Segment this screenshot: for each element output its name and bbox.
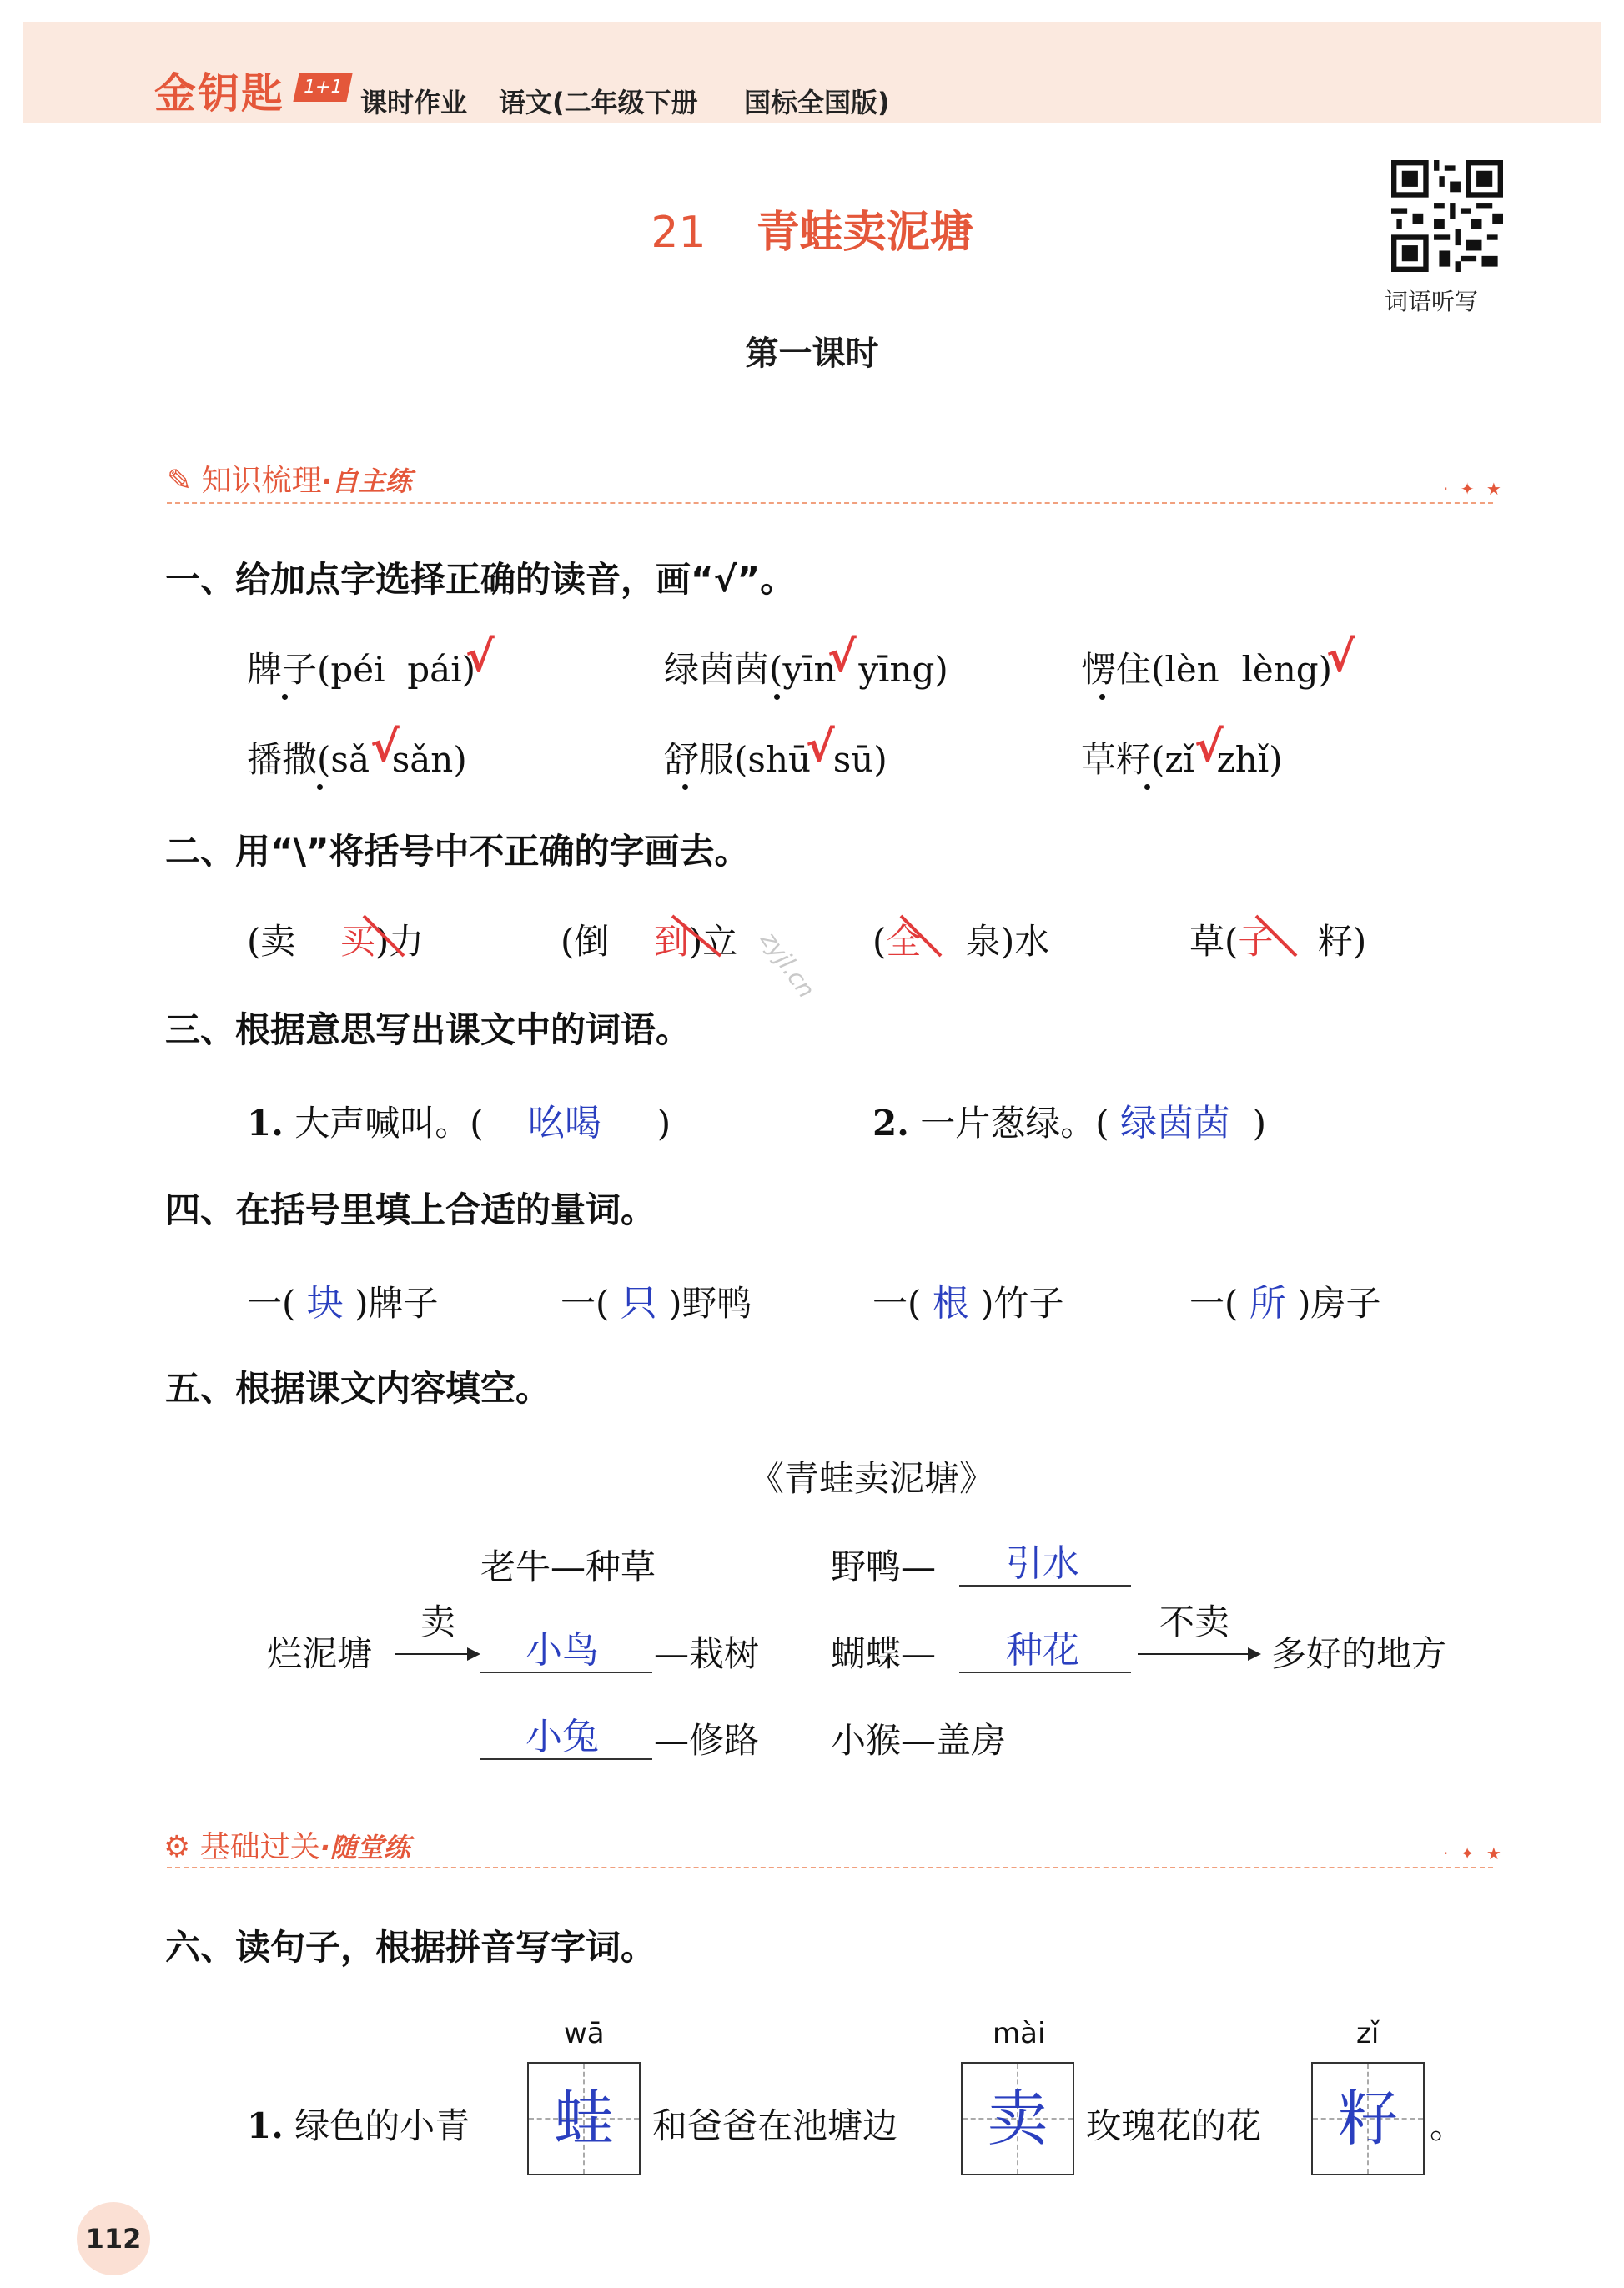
banner-divider (167, 502, 1493, 504)
q5-right-2-answer: 种花 (1006, 1629, 1079, 1672)
q1-item-4: 播撒(sǎ sǎn) (247, 739, 467, 780)
q1-item-2: 绿茵茵(yīn yīng) (664, 649, 948, 690)
answer-text: 吆喝 (528, 1102, 602, 1144)
writing-box-char: 蛙 (553, 2084, 614, 2154)
banner-basic-sub: ·随堂练 (319, 1832, 410, 1863)
q2-prompt: 二、用“\”将括号中不正确的字画去。 (165, 831, 750, 872)
writing-box-1 (527, 2062, 641, 2175)
banner-knowledge-label: 知识梳理 (201, 464, 322, 498)
q6-seg1: 1. 绿色的小青 (247, 2105, 470, 2146)
strike-mark (667, 911, 726, 961)
q5-right-1-pre: 野鸭— (831, 1546, 937, 1587)
q5-prompt: 五、根据课文内容填空。 (165, 1368, 551, 1409)
q6-seg3: 玫瑰花的花 (1086, 2105, 1262, 2146)
arrow-head-icon (467, 1647, 480, 1661)
q2-item-2: (倒 到)立 (561, 921, 738, 962)
q3-item-2: 2. 一片葱绿。( 绿茵茵 ) (872, 1102, 1267, 1144)
q4-item-1: 一( 块 )牌子 (247, 1282, 439, 1325)
stars-icon: · ✦ ★ (1443, 1843, 1505, 1863)
writing-box-char: 卖 (987, 2084, 1048, 2154)
q2-item-3: (全 泉)水 (872, 921, 1050, 962)
banner-divider (167, 1867, 1493, 1868)
q6-prompt: 六、读句子，根据拼音写字词。 (165, 1927, 656, 1968)
q5-start: 烂泥塘 (267, 1633, 373, 1674)
brand-logo: 金钥匙 (154, 69, 284, 118)
q3-prompt: 三、根据意思写出课文中的词语。 (165, 1009, 691, 1050)
emphasis-dot (1144, 784, 1150, 790)
q5-right-3: 小猴—盖房 (831, 1720, 1007, 1761)
emphasis-dot (774, 694, 780, 700)
q2-item-4: 草(子 籽) (1189, 921, 1367, 962)
check-mark-4: √ (370, 722, 400, 772)
q5-end: 多好的地方 (1271, 1633, 1447, 1674)
q4-item-4: 一( 所 )房子 (1189, 1282, 1381, 1325)
strike-mark (896, 911, 946, 961)
banner-knowledge (167, 457, 412, 500)
lesson-title (0, 197, 1624, 259)
struck-char: 子 (1238, 921, 1274, 962)
q6-end: 。 (1430, 2105, 1466, 2146)
emphasis-dot (282, 694, 288, 700)
pinyin-2: mài (993, 2017, 1046, 2050)
page-number: 112 (77, 2202, 150, 2275)
writing-box-3 (1311, 2062, 1425, 2175)
check-mark-3: √ (1326, 632, 1355, 682)
header-subject: 语文(二年级下册 (499, 87, 698, 118)
brand-tag: 1+1 (293, 73, 352, 102)
qr-code-icon[interactable] (1391, 160, 1503, 272)
check-mark-1: √ (465, 632, 495, 682)
emphasis-dot (1099, 694, 1105, 700)
q5-left-3-post: —修路 (654, 1720, 760, 1761)
check-mark-6: √ (1194, 722, 1224, 772)
arrow-line (1138, 1653, 1251, 1655)
header-edition: 国标全国版) (744, 87, 890, 118)
lesson-title-text: 青蛙卖泥塘 (756, 208, 973, 258)
q5-left-2-post: —栽树 (654, 1633, 760, 1674)
q5-left-3-answer: 小兔 (525, 1716, 599, 1758)
struck-char: 买 (339, 921, 375, 962)
banner-basic-label: 基础过关 (199, 1830, 320, 1864)
pencil-icon: ✎ (167, 464, 193, 498)
banner-knowledge-sub: ·自主练 (321, 465, 412, 497)
q5-arrow2-label: 不卖 (1159, 1602, 1230, 1642)
q2-item-1: (卖 买)力 (247, 921, 425, 962)
arrow-line (395, 1653, 470, 1655)
answer-text: 绿茵茵 (1119, 1102, 1230, 1144)
q5-arrow1-label: 卖 (420, 1602, 456, 1642)
qr-label: 词语听写 (1385, 288, 1479, 315)
check-mark-5: √ (806, 722, 835, 772)
lesson-number: 21 (651, 208, 706, 258)
gear-icon: ⚙ (163, 1830, 191, 1864)
q1-item-3: 愣住(lèn lèng) (1081, 649, 1333, 690)
struck-char: 全 (886, 921, 922, 962)
q4-item-3: 一( 根 )竹子 (872, 1282, 1064, 1325)
q6-seg2: 和爸爸在池塘边 (652, 2105, 898, 2146)
struck-char: 到 (653, 921, 689, 962)
q5-left-1: 老牛—种草 (480, 1546, 656, 1587)
q4-item-2: 一( 只 )野鸭 (561, 1282, 752, 1325)
strike-mark (1251, 911, 1301, 961)
q3-item-1: 1. 大声喊叫。( 吆喝 ) (247, 1102, 671, 1144)
emphasis-dot (682, 784, 688, 790)
strike-mark (359, 911, 409, 961)
q5-right-1-answer: 引水 (1006, 1542, 1079, 1585)
q5-left-2-answer: 小鸟 (525, 1629, 599, 1672)
arrow-head-icon (1248, 1647, 1261, 1661)
pinyin-3: zǐ (1356, 2017, 1380, 2050)
q1-item-6: 草籽(zǐ zhǐ) (1081, 739, 1283, 780)
q4-prompt: 四、在括号里填上合适的量词。 (165, 1189, 656, 1230)
stars-icon: · ✦ ★ (1443, 479, 1505, 499)
writing-box-char: 籽 (1337, 2084, 1398, 2154)
q1-prompt: 一、给加点字选择正确的读音，画“√”。 (165, 559, 796, 600)
pinyin-1: wā (564, 2017, 605, 2050)
banner-basic (163, 1823, 410, 1866)
watermark: zyjl.cn (755, 926, 821, 1003)
q1-item-5: 舒服(shū sū) (664, 739, 887, 780)
check-mark-2: √ (827, 632, 857, 682)
q5-book-title: 《青蛙卖泥塘》 (748, 1458, 994, 1499)
q1-item-1: 牌子(péi pái) (247, 649, 476, 690)
lesson-subtitle: 第一课时 (745, 334, 879, 373)
writing-box-2 (961, 2062, 1074, 2175)
header-series: 课时作业 (360, 87, 468, 118)
emphasis-dot (317, 784, 323, 790)
q5-right-2-pre: 蝴蝶— (831, 1633, 937, 1674)
